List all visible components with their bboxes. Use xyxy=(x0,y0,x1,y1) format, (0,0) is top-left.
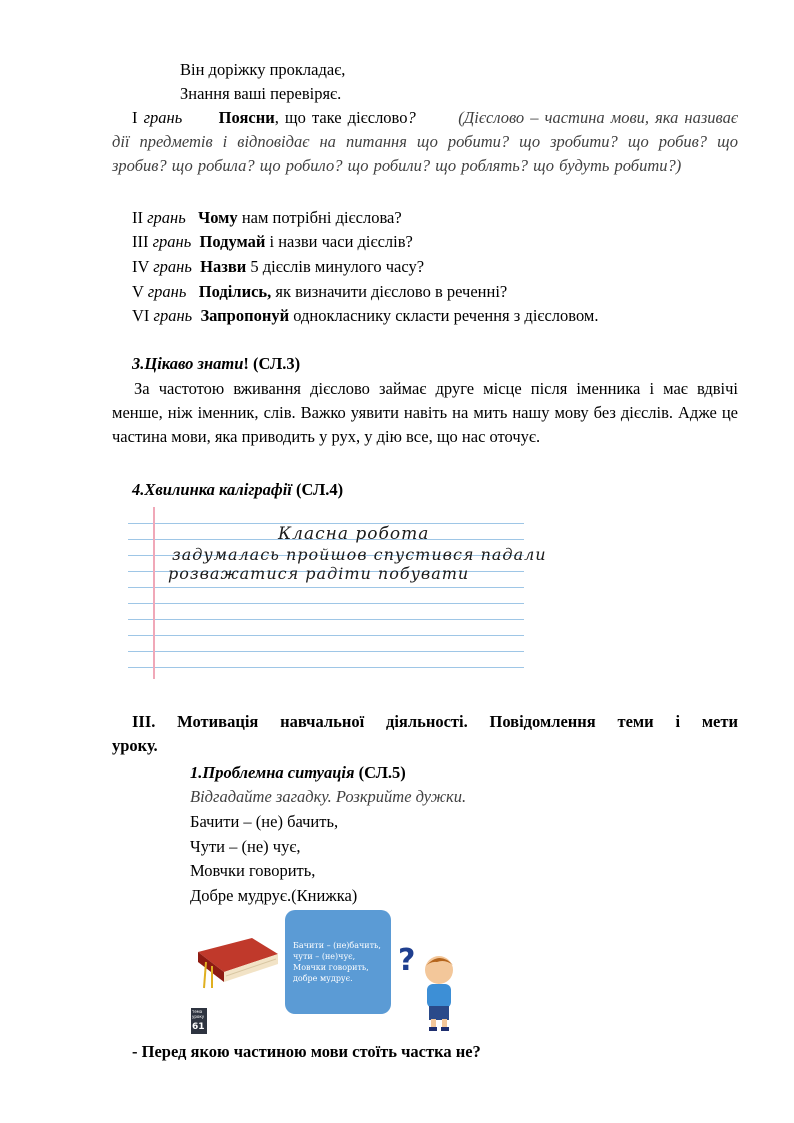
ruled-line xyxy=(128,587,524,588)
facet-4-command: Назви xyxy=(200,257,247,276)
facet-2-num: ІІ xyxy=(132,208,143,227)
facet-3 xyxy=(132,230,413,254)
facet-5-num: V xyxy=(132,282,144,301)
facet-3-command: Подумай xyxy=(199,232,266,251)
section-4-slide: (СЛ.4) xyxy=(291,480,344,499)
facet-2 xyxy=(132,206,402,230)
facet-3-word: грань xyxy=(152,232,192,251)
problem-heading xyxy=(190,761,406,785)
calligraphy-line-2: розважатися радіти побувати xyxy=(168,564,470,583)
facet-6-command: Запропонуй xyxy=(200,306,290,325)
section-4-title: 4.Хвилинка каліграфії xyxy=(132,480,292,499)
boy-leg xyxy=(442,1019,447,1028)
riddle-line: Бачити – (не) бачить, xyxy=(190,812,339,831)
problem-title: 1.Проблемна ситуація xyxy=(190,763,355,782)
question-mark: ? xyxy=(398,943,416,978)
ruled-line xyxy=(128,603,524,604)
section-III-heading-line-1: ІІІ. Мотивація навчальної діяльності. Повідомлення теми і мети xyxy=(132,712,738,731)
calligraphy-notebook xyxy=(128,507,547,679)
facet-4-text: 5 дієслів минулого часу? xyxy=(246,257,425,276)
riddle-line-1: Він доріжку прокладає, xyxy=(180,60,346,79)
problem-task: Відгадайте загадку. Розкрийте дужки. xyxy=(190,787,467,806)
calligraphy-heading: Класна робота xyxy=(278,524,430,544)
riddle-line: Чути – (не) чує, xyxy=(190,837,301,856)
facet-5 xyxy=(132,280,507,304)
facet-6-num: VI xyxy=(132,306,150,325)
section-3-slide: (СЛ.3) xyxy=(248,354,301,373)
section-3-excl: ! xyxy=(243,354,249,373)
riddle-line-2: Знання ваші перевіряє. xyxy=(180,84,342,103)
riddle-card-text: Бачити – (не)бачить, чути – (не)чує, Мовчки говорить, добре мудрує. xyxy=(293,941,381,983)
ruled-line xyxy=(128,667,524,668)
ruled-line xyxy=(128,619,524,620)
facet-5-command: Поділись, xyxy=(198,282,272,301)
facet-1-qmark: ? xyxy=(407,108,416,127)
section-3-text: За частотою вживання дієслово займає друге місце після іменника і має вдвічі менше, ніж іменник, слів. Важко уявити навіть на мить нашу мову без дієслів. Адже це частина мови, яка приводить у рух, у дію все, що нас оточує. xyxy=(112,379,738,446)
facet-2-command: Чому xyxy=(198,208,238,227)
section-3-title: 3.Цікаво знати xyxy=(132,354,244,373)
boy-shoe xyxy=(429,1027,437,1031)
section-3-heading xyxy=(132,352,300,376)
boy-leg xyxy=(431,1019,436,1028)
boy-shorts xyxy=(429,1006,449,1020)
problem-slide: (СЛ.5) xyxy=(354,763,406,782)
boy-shoe xyxy=(441,1027,449,1031)
page-badge xyxy=(191,1008,207,1034)
facet-5-word: грань xyxy=(147,282,187,301)
facet-6 xyxy=(132,304,598,328)
section-III-heading-line-2: уроку. xyxy=(112,736,158,755)
calligraphy-line-1: задумалась пройшов спустився падали xyxy=(172,545,547,564)
riddle-line: Мовчки говорить, xyxy=(190,861,316,880)
facet-4 xyxy=(132,255,424,279)
riddle-card xyxy=(285,910,391,1014)
ruled-line xyxy=(128,651,524,652)
thinking-boy-icon xyxy=(412,950,462,1032)
book-icon xyxy=(192,918,282,990)
facet-3-num: ІІІ xyxy=(132,232,149,251)
facet-1-word: грань xyxy=(143,108,183,127)
riddle-line: Добре мудрує.(Книжка) xyxy=(190,886,358,905)
facet-3-text: і назви часи дієслів? xyxy=(265,232,413,251)
facet-6-text: однокласнику скласти речення з дієсловом. xyxy=(289,306,599,325)
facet-6-word: грань xyxy=(153,306,193,325)
facet-2-word: грань xyxy=(147,208,186,227)
ruled-line xyxy=(128,635,524,636)
facet-5-text: як визначити дієслово в реченні? xyxy=(271,282,508,301)
badge-label: тема уроку xyxy=(192,1009,205,1019)
final-question: - Перед якою частиною мови стоїть частка не? xyxy=(132,1042,481,1061)
facet-1-paragraph xyxy=(112,106,738,178)
boy-shirt xyxy=(427,984,451,1008)
facet-1-text: , що таке дієслово xyxy=(274,108,408,127)
facet-1-command: Поясни xyxy=(218,108,275,127)
facet-4-word: грань xyxy=(153,257,192,276)
facet-1-answer: (Дієслово – частина мови, яка називає дії предметів і відповідає на питання що робити? що зробити? що робив? що зробив? що робила? що робило? що робили? що роблять? що будуть робити?) xyxy=(112,108,739,175)
facet-1-num: І xyxy=(132,108,138,127)
facet-4-num: IV xyxy=(132,257,150,276)
margin-line xyxy=(153,507,155,679)
facet-2-text: нам потрібні дієслова? xyxy=(237,208,402,227)
section-4-heading xyxy=(132,478,343,502)
badge-number: 61 xyxy=(192,1022,205,1032)
